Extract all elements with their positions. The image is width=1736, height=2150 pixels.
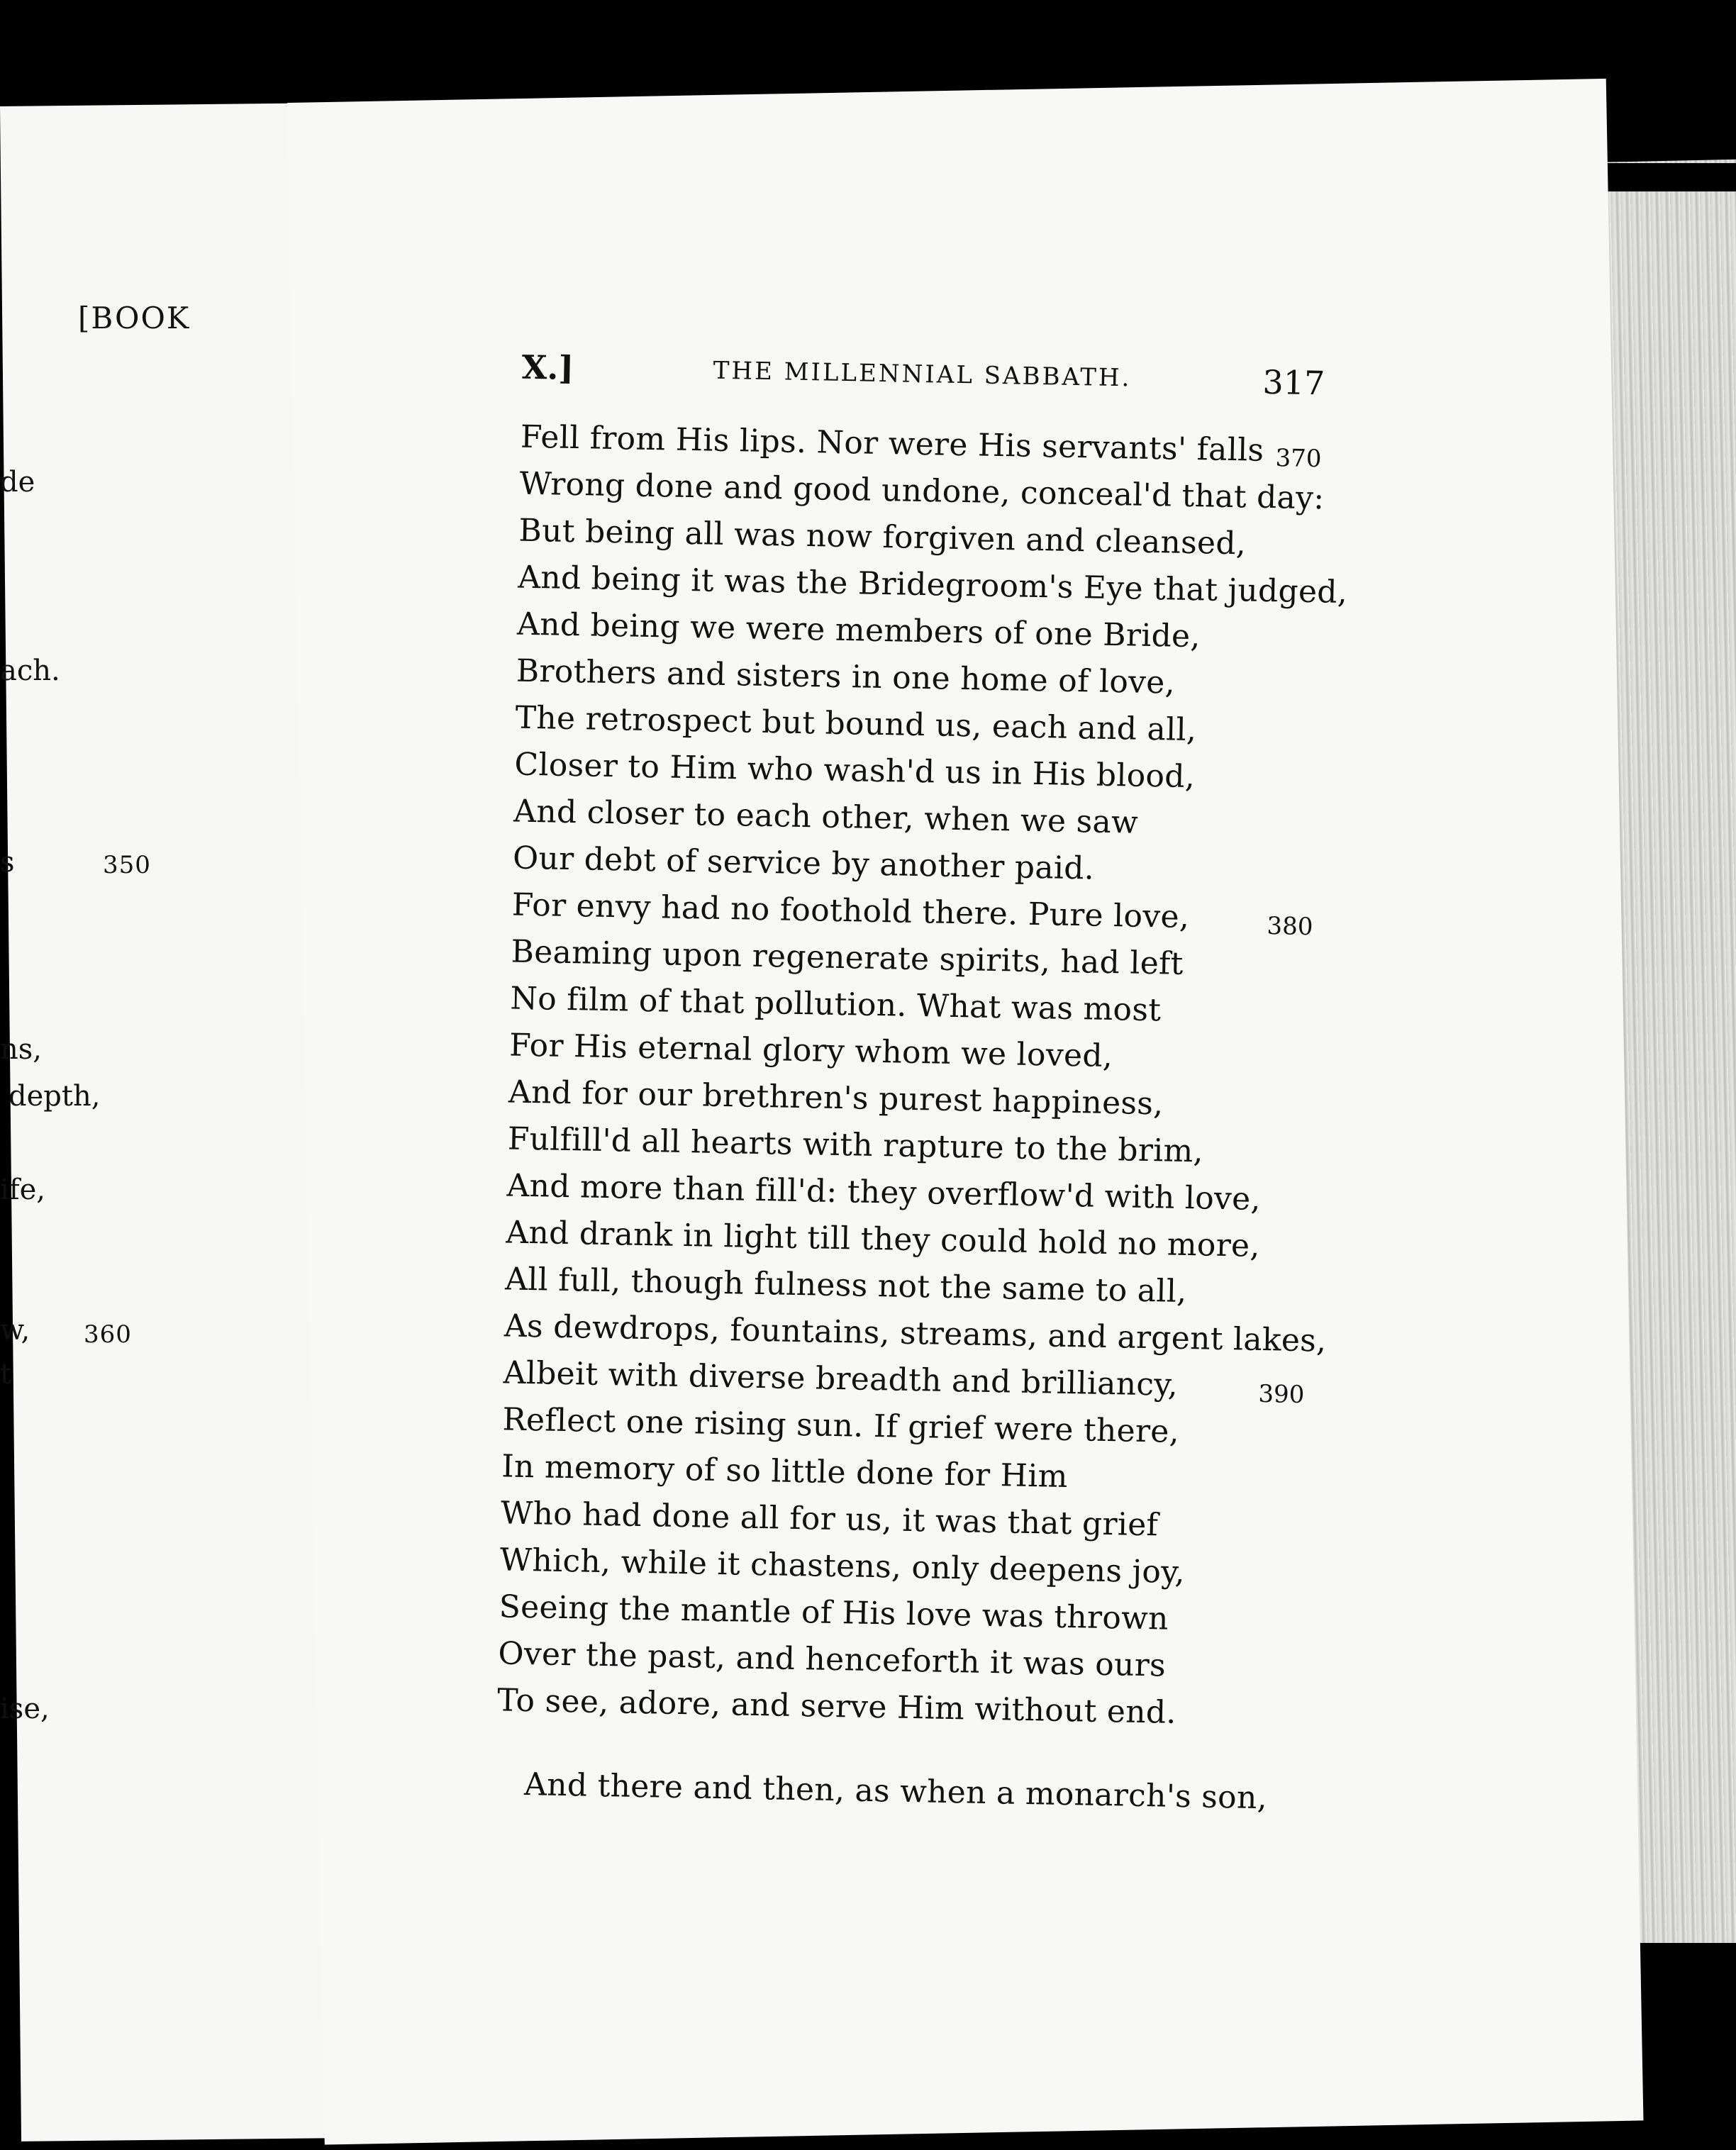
verse-line-8: Closer to Him who wash'd us in His blood, xyxy=(514,746,1196,796)
verse-line-12: Beaming upon regenerate spirits, had left xyxy=(511,933,1184,982)
verse-line-15: And for our brethren's purest happiness, xyxy=(508,1074,1164,1123)
running-head-book: X.] xyxy=(521,347,574,387)
verse-line-19: All full, though fulness not the same to all, xyxy=(504,1261,1187,1310)
running-head-title: THE MILLENNIAL SABBATH. xyxy=(713,356,1132,393)
page-number: 317 xyxy=(1262,362,1325,403)
line-number-380: 380 xyxy=(1267,912,1313,942)
left-fragment-1: de xyxy=(0,466,35,498)
verse-line-2: Wrong done and good undone, conceal'd that day: xyxy=(519,465,1325,517)
verse-line-26: Seeing the mantle of His love was thrown xyxy=(499,1588,1169,1637)
verse-line-6: Brothers and sisters in one home of love, xyxy=(516,652,1176,701)
verse-line-28: To see, adore, and serve Him without end. xyxy=(496,1682,1177,1731)
left-fragment-5: depth, xyxy=(9,1080,101,1113)
left-fragment-9: ise, xyxy=(0,1693,50,1725)
verse-line-23: In memory of so little done for Him xyxy=(501,1448,1069,1495)
verse-line-3: But being all was now forgiven and cleansed, xyxy=(518,512,1247,562)
verse-line-27: Over the past, and henceforth it was ours xyxy=(498,1635,1167,1684)
verse-line-16: Fulfill'd all hearts with rapture to the brim, xyxy=(507,1120,1204,1170)
verse-line-20: As dewdrops, fountains, streams, and argent lakes, xyxy=(503,1308,1327,1359)
left-fragment-3: s xyxy=(0,846,15,879)
verse-line-7: The retrospect but bound us, each and all, xyxy=(515,699,1197,749)
verse-line-10: Our debt of service by another paid. xyxy=(512,840,1095,887)
verse-line-25: Which, while it chastens, only deepens joy, xyxy=(499,1542,1186,1591)
left-fragment-4: ns, xyxy=(0,1033,43,1066)
verse-line-18: And drank in light till they could hold no more, xyxy=(505,1214,1261,1264)
left-line-number-350: 350 xyxy=(103,851,151,879)
verse-line-21: Albeit with diverse breadth and brilliancy, xyxy=(503,1354,1179,1403)
line-number-370: 370 xyxy=(1275,444,1322,474)
verse-line-final: And there and then, as when a monarch's son, xyxy=(523,1766,1268,1817)
left-fragment-2: ach. xyxy=(0,655,60,687)
left-fragment-7: w, xyxy=(0,1314,30,1347)
left-header-fragment: [BOOK xyxy=(78,301,191,335)
left-fragment-6: ife, xyxy=(0,1174,45,1206)
verse-line-24: Who had done all for us, it was that grief xyxy=(500,1495,1159,1544)
left-fragment-8: t xyxy=(0,1358,12,1391)
verse-line-17: And more than fill'd: they overflow'd with love, xyxy=(506,1167,1262,1218)
verse-line-9: And closer to each other, when we saw xyxy=(513,793,1139,841)
verse-line-11: For envy had no foothold there. Pure love, xyxy=(511,886,1190,936)
verse-line-1: Fell from His lips. Nor were His servants' falls xyxy=(520,418,1264,469)
line-number-390: 390 xyxy=(1258,1379,1305,1410)
verse-line-4: And being it was the Bridegroom's Eye that judged, xyxy=(517,559,1348,611)
verse-line-13: No film of that pollution. What was most xyxy=(509,980,1162,1029)
verse-line-5: And being we were members of one Bride, xyxy=(516,606,1201,655)
verse-line-22: Reflect one rising sun. If grief were there, xyxy=(502,1401,1180,1450)
left-line-number-360: 360 xyxy=(84,1320,132,1349)
verse-line-14: For His eternal glory whom we loved, xyxy=(508,1027,1113,1075)
